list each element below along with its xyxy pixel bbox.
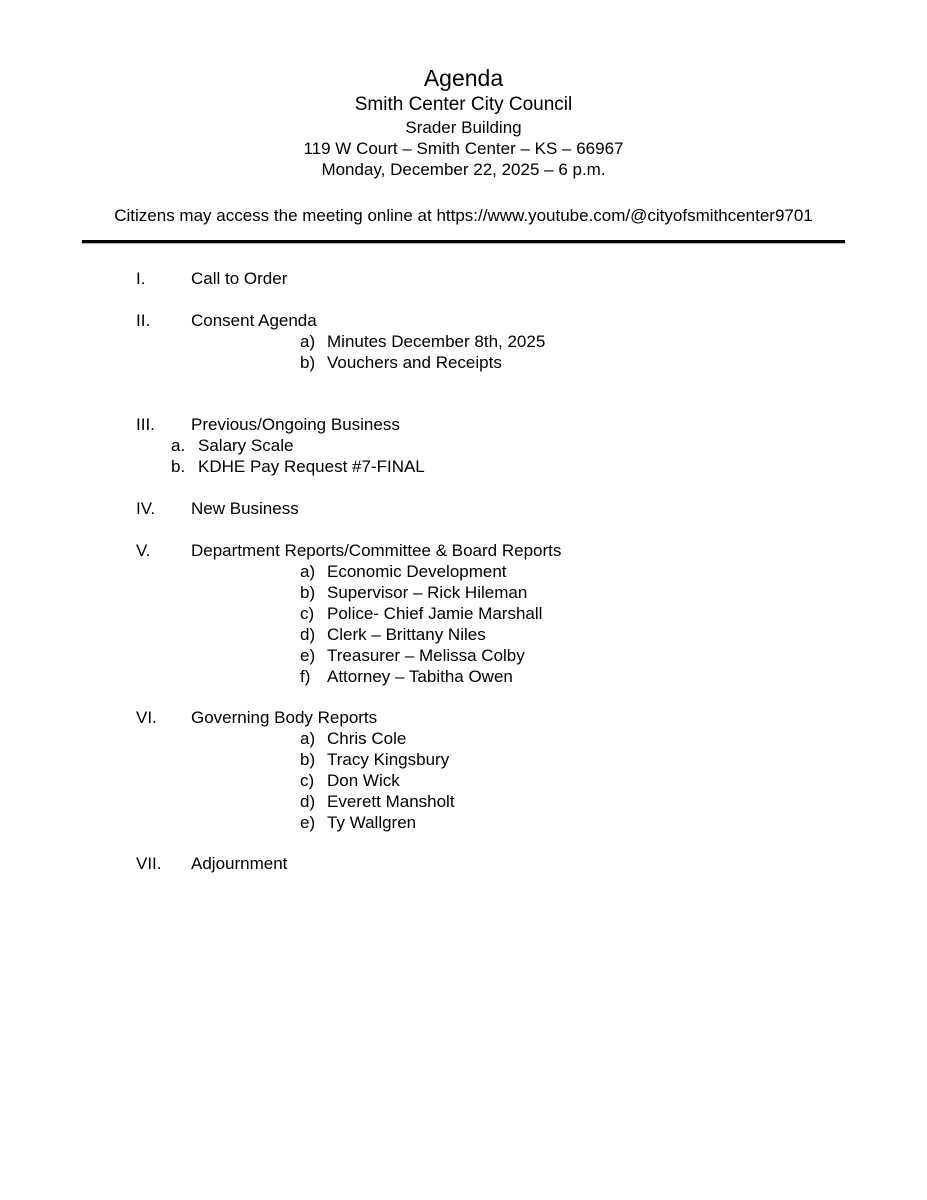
section-label: Adjournment xyxy=(191,854,288,873)
subitem-text: Clerk – Brittany Niles xyxy=(327,625,486,644)
section-label: Consent Agenda xyxy=(191,311,317,330)
subitem-text: Attorney – Tabitha Owen xyxy=(327,667,513,686)
meeting-datetime: Monday, December 22, 2025 – 6 p.m. xyxy=(321,160,606,179)
section-number: VI. xyxy=(136,708,157,727)
section-label: Governing Body Reports xyxy=(191,708,378,727)
subitem-text: Chris Cole xyxy=(327,729,407,748)
subitem-letter: c) xyxy=(300,771,315,790)
subitem-text: Ty Wallgren xyxy=(327,813,417,832)
subitem-text: Minutes December 8th, 2025 xyxy=(327,332,546,351)
subitem-letter: a) xyxy=(300,332,316,351)
section-number: III. xyxy=(136,415,155,434)
subitem-letter: b. xyxy=(171,457,186,476)
building-name: Srader Building xyxy=(405,118,522,137)
section-number: II. xyxy=(136,311,151,330)
subitem-text: Supervisor – Rick Hileman xyxy=(327,583,528,602)
subitem-letter: e) xyxy=(300,813,316,832)
subitem-letter: b) xyxy=(300,583,316,602)
subitem-letter: a) xyxy=(300,729,316,748)
subitem-text: Don Wick xyxy=(327,771,400,790)
subitem-text: Tracy Kingsbury xyxy=(327,750,450,769)
subitem-text: Everett Mansholt xyxy=(327,792,455,811)
subitem-letter: a) xyxy=(300,562,316,581)
subitem-letter: c) xyxy=(300,604,315,623)
page-title: Agenda xyxy=(423,65,504,91)
header-divider xyxy=(82,240,845,243)
subitem-letter: b) xyxy=(300,353,316,372)
section-label: New Business xyxy=(191,499,299,518)
section-number: I. xyxy=(136,269,146,288)
subitem-letter: d) xyxy=(300,625,316,644)
subitem-letter: b) xyxy=(300,750,316,769)
section-label: Department Reports/Committee & Board Reports xyxy=(191,541,562,560)
section-number: V. xyxy=(136,541,151,560)
subitem-text: Police- Chief Jamie Marshall xyxy=(327,604,543,623)
subitem-letter: f) xyxy=(300,667,311,686)
meeting-address: 119 W Court – Smith Center – KS – 66967 xyxy=(303,139,624,158)
section-label: Call to Order xyxy=(191,269,288,288)
section-number: VII. xyxy=(136,854,162,873)
subitem-text: KDHE Pay Request #7-FINAL xyxy=(198,457,425,476)
subitem-text: Treasurer – Melissa Colby xyxy=(327,646,525,665)
section-number: IV. xyxy=(136,499,156,518)
subitem-text: Economic Development xyxy=(327,562,507,581)
council-name: Smith Center City Council xyxy=(354,94,573,115)
online-access-notice: Citizens may access the meeting online at https://www.youtube.com/@cityofsmithcenter9701 xyxy=(114,206,813,225)
subitem-text: Salary Scale xyxy=(198,436,294,455)
subitem-letter: d) xyxy=(300,792,316,811)
subitem-letter: e) xyxy=(300,646,316,665)
subitem-text: Vouchers and Receipts xyxy=(327,353,502,372)
agenda-header xyxy=(0,64,927,180)
section-label: Previous/Ongoing Business xyxy=(191,415,400,434)
subitem-letter: a. xyxy=(171,436,186,455)
